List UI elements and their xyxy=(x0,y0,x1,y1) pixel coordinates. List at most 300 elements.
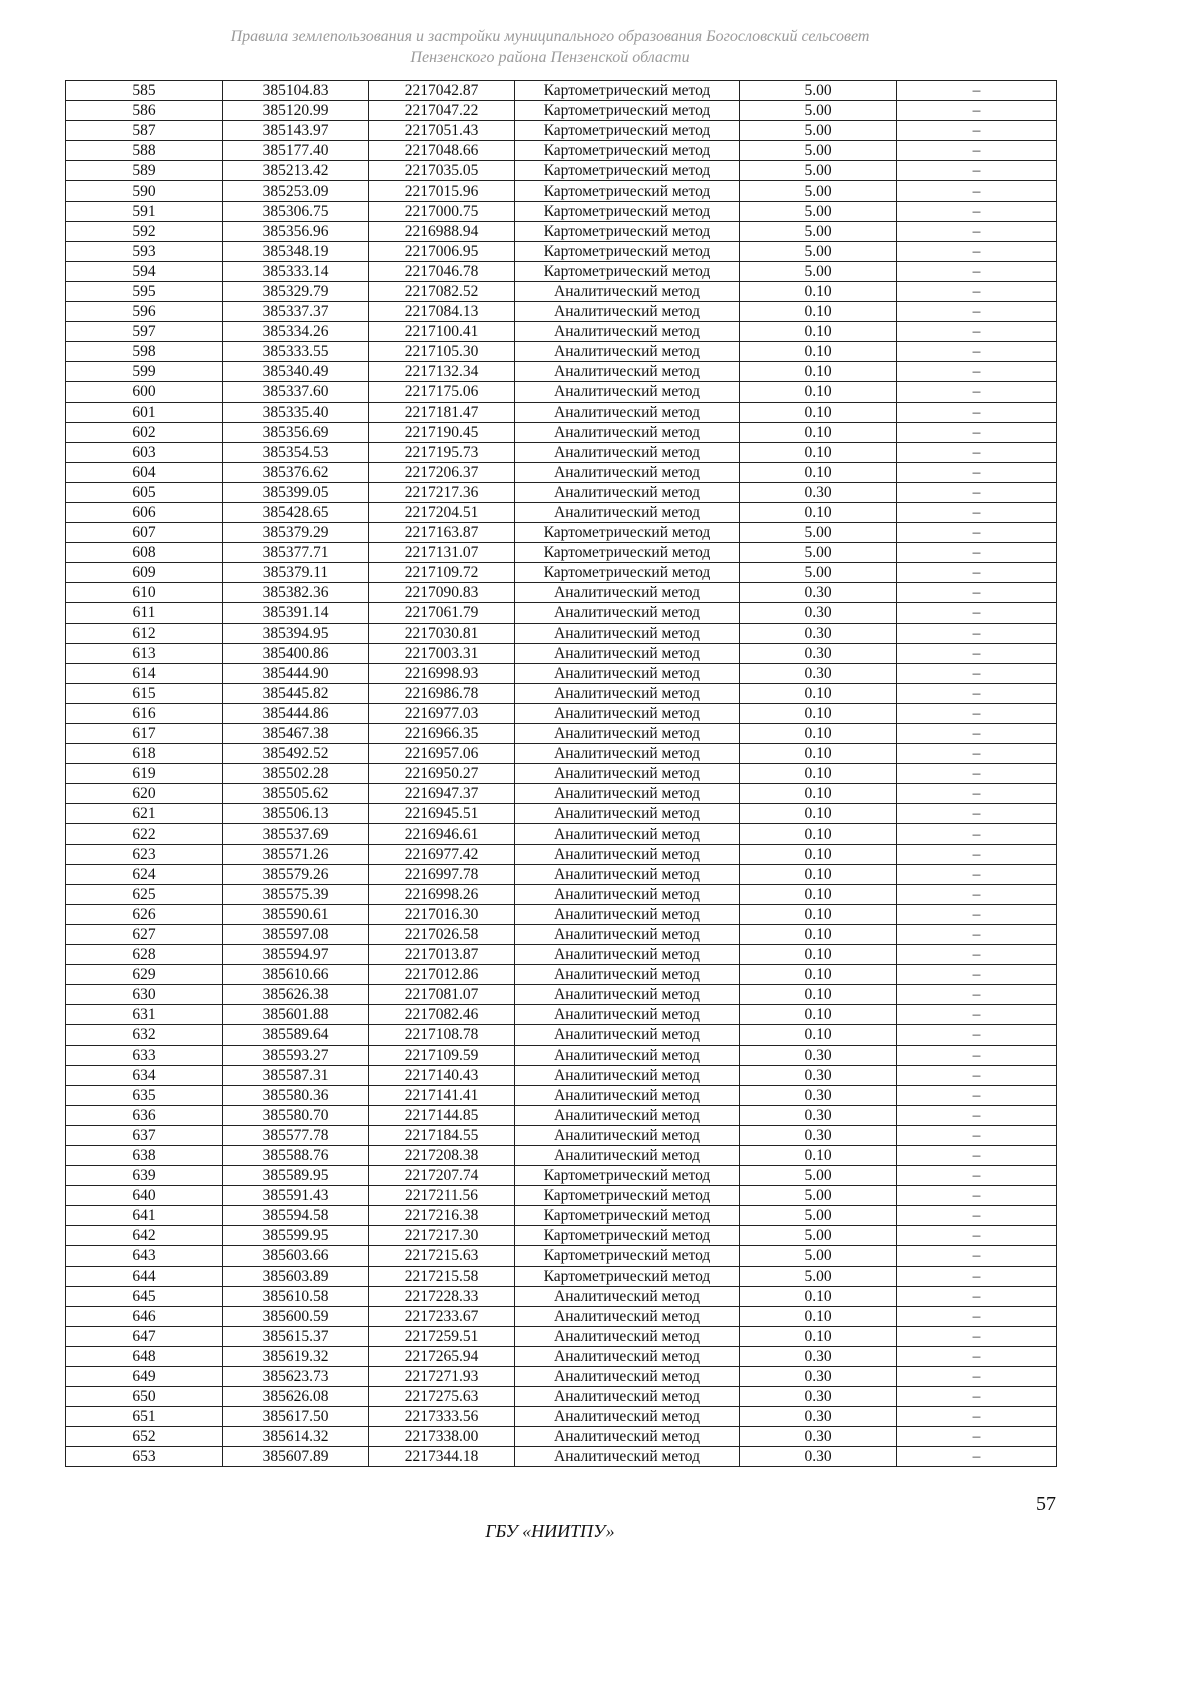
y-coordinate-cell: 2217144.85 xyxy=(369,1105,515,1125)
accuracy-cell: 5.00 xyxy=(740,81,897,101)
method-cell: Аналитический метод xyxy=(515,945,740,965)
description-cell: – xyxy=(897,402,1057,422)
description-cell: – xyxy=(897,1145,1057,1165)
method-cell: Картометрический метод xyxy=(515,241,740,261)
description-cell: – xyxy=(897,824,1057,844)
point-number-cell: 612 xyxy=(66,623,223,643)
accuracy-cell: 0.10 xyxy=(740,342,897,362)
point-number-cell: 618 xyxy=(66,744,223,764)
x-coordinate-cell: 385594.58 xyxy=(223,1206,369,1226)
x-coordinate-cell: 385333.14 xyxy=(223,261,369,281)
table-row xyxy=(66,864,1057,884)
document-header xyxy=(0,26,1100,68)
y-coordinate-cell: 2217090.83 xyxy=(369,583,515,603)
method-cell: Картометрический метод xyxy=(515,261,740,281)
x-coordinate-cell: 385334.26 xyxy=(223,322,369,342)
accuracy-cell: 0.30 xyxy=(740,1105,897,1125)
x-coordinate-cell: 385354.53 xyxy=(223,442,369,462)
table-row xyxy=(66,824,1057,844)
point-number-cell: 622 xyxy=(66,824,223,844)
description-cell: – xyxy=(897,1246,1057,1266)
table-row xyxy=(66,1085,1057,1105)
method-cell: Аналитический метод xyxy=(515,884,740,904)
description-cell: – xyxy=(897,1306,1057,1326)
y-coordinate-cell: 2217204.51 xyxy=(369,502,515,522)
description-cell: – xyxy=(897,1346,1057,1366)
x-coordinate-cell: 385597.08 xyxy=(223,924,369,944)
table-row xyxy=(66,1025,1057,1045)
accuracy-cell: 0.10 xyxy=(740,904,897,924)
method-cell: Аналитический метод xyxy=(515,1306,740,1326)
table-row xyxy=(66,1306,1057,1326)
point-number-cell: 653 xyxy=(66,1447,223,1467)
method-cell: Картометрический метод xyxy=(515,523,740,543)
description-cell: – xyxy=(897,221,1057,241)
accuracy-cell: 5.00 xyxy=(740,1206,897,1226)
accuracy-cell: 0.10 xyxy=(740,1326,897,1346)
method-cell: Аналитический метод xyxy=(515,623,740,643)
accuracy-cell: 0.30 xyxy=(740,643,897,663)
x-coordinate-cell: 385614.32 xyxy=(223,1427,369,1447)
description-cell: – xyxy=(897,563,1057,583)
x-coordinate-cell: 385445.82 xyxy=(223,683,369,703)
description-cell: – xyxy=(897,422,1057,442)
point-number-cell: 611 xyxy=(66,603,223,623)
table-row xyxy=(66,1005,1057,1025)
table-row xyxy=(66,884,1057,904)
table-row xyxy=(66,744,1057,764)
point-number-cell: 617 xyxy=(66,724,223,744)
y-coordinate-cell: 2217042.87 xyxy=(369,81,515,101)
method-cell: Аналитический метод xyxy=(515,603,740,623)
point-number-cell: 616 xyxy=(66,703,223,723)
y-coordinate-cell: 2217259.51 xyxy=(369,1326,515,1346)
method-cell: Аналитический метод xyxy=(515,322,740,342)
method-cell: Аналитический метод xyxy=(515,764,740,784)
accuracy-cell: 0.30 xyxy=(740,603,897,623)
table-row xyxy=(66,1326,1057,1346)
y-coordinate-cell: 2216957.06 xyxy=(369,744,515,764)
table-row xyxy=(66,1246,1057,1266)
point-number-cell: 604 xyxy=(66,462,223,482)
x-coordinate-cell: 385623.73 xyxy=(223,1367,369,1387)
point-number-cell: 607 xyxy=(66,523,223,543)
accuracy-cell: 0.10 xyxy=(740,1025,897,1045)
x-coordinate-cell: 385428.65 xyxy=(223,502,369,522)
point-number-cell: 596 xyxy=(66,302,223,322)
table-row xyxy=(66,1125,1057,1145)
method-cell: Аналитический метод xyxy=(515,804,740,824)
point-number-cell: 586 xyxy=(66,101,223,121)
accuracy-cell: 5.00 xyxy=(740,1266,897,1286)
point-number-cell: 637 xyxy=(66,1125,223,1145)
method-cell: Аналитический метод xyxy=(515,362,740,382)
method-cell: Аналитический метод xyxy=(515,643,740,663)
y-coordinate-cell: 2217013.87 xyxy=(369,945,515,965)
table-row xyxy=(66,322,1057,342)
x-coordinate-cell: 385377.71 xyxy=(223,543,369,563)
table-row xyxy=(66,844,1057,864)
description-cell: – xyxy=(897,442,1057,462)
description-cell: – xyxy=(897,703,1057,723)
x-coordinate-cell: 385400.86 xyxy=(223,643,369,663)
accuracy-cell: 0.30 xyxy=(740,1407,897,1427)
table-row xyxy=(66,442,1057,462)
accuracy-cell: 0.30 xyxy=(740,1427,897,1447)
table-row xyxy=(66,121,1057,141)
y-coordinate-cell: 2217338.00 xyxy=(369,1427,515,1447)
description-cell: – xyxy=(897,804,1057,824)
y-coordinate-cell: 2217016.30 xyxy=(369,904,515,924)
table-row xyxy=(66,81,1057,101)
description-cell: – xyxy=(897,864,1057,884)
x-coordinate-cell: 385376.62 xyxy=(223,462,369,482)
method-cell: Аналитический метод xyxy=(515,1326,740,1346)
y-coordinate-cell: 2216997.78 xyxy=(369,864,515,884)
table-row xyxy=(66,1427,1057,1447)
x-coordinate-cell: 385348.19 xyxy=(223,241,369,261)
description-cell: – xyxy=(897,81,1057,101)
method-cell: Картометрический метод xyxy=(515,81,740,101)
point-number-cell: 608 xyxy=(66,543,223,563)
y-coordinate-cell: 2217215.63 xyxy=(369,1246,515,1266)
description-cell: – xyxy=(897,583,1057,603)
table-row xyxy=(66,1407,1057,1427)
method-cell: Аналитический метод xyxy=(515,703,740,723)
table-row xyxy=(66,1045,1057,1065)
description-cell: – xyxy=(897,884,1057,904)
point-number-cell: 630 xyxy=(66,985,223,1005)
y-coordinate-cell: 2217207.74 xyxy=(369,1166,515,1186)
method-cell: Аналитический метод xyxy=(515,904,740,924)
table-row xyxy=(66,1206,1057,1226)
method-cell: Аналитический метод xyxy=(515,482,740,502)
method-cell: Картометрический метод xyxy=(515,563,740,583)
table-row xyxy=(66,201,1057,221)
description-cell: – xyxy=(897,1226,1057,1246)
method-cell: Картометрический метод xyxy=(515,1206,740,1226)
accuracy-cell: 0.10 xyxy=(740,824,897,844)
accuracy-cell: 0.10 xyxy=(740,703,897,723)
x-coordinate-cell: 385588.76 xyxy=(223,1145,369,1165)
description-cell: – xyxy=(897,1105,1057,1125)
x-coordinate-cell: 385580.36 xyxy=(223,1085,369,1105)
table-row xyxy=(66,181,1057,201)
point-number-cell: 646 xyxy=(66,1306,223,1326)
method-cell: Аналитический метод xyxy=(515,985,740,1005)
point-number-cell: 631 xyxy=(66,1005,223,1025)
x-coordinate-cell: 385626.08 xyxy=(223,1387,369,1407)
accuracy-cell: 0.10 xyxy=(740,1306,897,1326)
point-number-cell: 636 xyxy=(66,1105,223,1125)
point-number-cell: 605 xyxy=(66,482,223,502)
table-row xyxy=(66,462,1057,482)
y-coordinate-cell: 2217026.58 xyxy=(369,924,515,944)
table-row xyxy=(66,1226,1057,1246)
description-cell: – xyxy=(897,523,1057,543)
point-number-cell: 620 xyxy=(66,784,223,804)
accuracy-cell: 5.00 xyxy=(740,161,897,181)
accuracy-cell: 5.00 xyxy=(740,1186,897,1206)
point-number-cell: 614 xyxy=(66,663,223,683)
y-coordinate-cell: 2216977.42 xyxy=(369,844,515,864)
point-number-cell: 643 xyxy=(66,1246,223,1266)
method-cell: Аналитический метод xyxy=(515,1367,740,1387)
x-coordinate-cell: 385575.39 xyxy=(223,884,369,904)
x-coordinate-cell: 385213.42 xyxy=(223,161,369,181)
accuracy-cell: 0.10 xyxy=(740,744,897,764)
x-coordinate-cell: 385601.88 xyxy=(223,1005,369,1025)
method-cell: Картометрический метод xyxy=(515,1166,740,1186)
accuracy-cell: 0.10 xyxy=(740,724,897,744)
description-cell: – xyxy=(897,1286,1057,1306)
point-number-cell: 587 xyxy=(66,121,223,141)
table-row xyxy=(66,382,1057,402)
point-number-cell: 621 xyxy=(66,804,223,824)
y-coordinate-cell: 2217048.66 xyxy=(369,141,515,161)
method-cell: Аналитический метод xyxy=(515,1045,740,1065)
method-cell: Картометрический метод xyxy=(515,121,740,141)
method-cell: Картометрический метод xyxy=(515,1186,740,1206)
table-row xyxy=(66,1367,1057,1387)
y-coordinate-cell: 2216945.51 xyxy=(369,804,515,824)
y-coordinate-cell: 2217215.58 xyxy=(369,1266,515,1286)
description-cell: – xyxy=(897,965,1057,985)
x-coordinate-cell: 385492.52 xyxy=(223,744,369,764)
description-cell: – xyxy=(897,482,1057,502)
point-number-cell: 594 xyxy=(66,261,223,281)
y-coordinate-cell: 2217217.30 xyxy=(369,1226,515,1246)
accuracy-cell: 5.00 xyxy=(740,523,897,543)
x-coordinate-cell: 385603.66 xyxy=(223,1246,369,1266)
y-coordinate-cell: 2216966.35 xyxy=(369,724,515,744)
method-cell: Аналитический метод xyxy=(515,724,740,744)
x-coordinate-cell: 385382.36 xyxy=(223,583,369,603)
description-cell: – xyxy=(897,302,1057,322)
description-cell: – xyxy=(897,784,1057,804)
x-coordinate-cell: 385591.43 xyxy=(223,1186,369,1206)
method-cell: Картометрический метод xyxy=(515,181,740,201)
description-cell: – xyxy=(897,362,1057,382)
table-row xyxy=(66,583,1057,603)
table-row xyxy=(66,1145,1057,1165)
table-row xyxy=(66,904,1057,924)
description-cell: – xyxy=(897,1005,1057,1025)
x-coordinate-cell: 385394.95 xyxy=(223,623,369,643)
description-cell: – xyxy=(897,904,1057,924)
description-cell: – xyxy=(897,1326,1057,1346)
accuracy-cell: 5.00 xyxy=(740,141,897,161)
method-cell: Аналитический метод xyxy=(515,422,740,442)
x-coordinate-cell: 385577.78 xyxy=(223,1125,369,1145)
y-coordinate-cell: 2217163.87 xyxy=(369,523,515,543)
point-number-cell: 613 xyxy=(66,643,223,663)
point-number-cell: 589 xyxy=(66,161,223,181)
x-coordinate-cell: 385337.37 xyxy=(223,302,369,322)
y-coordinate-cell: 2216998.93 xyxy=(369,663,515,683)
point-number-cell: 628 xyxy=(66,945,223,965)
accuracy-cell: 5.00 xyxy=(740,1166,897,1186)
description-cell: – xyxy=(897,1186,1057,1206)
point-number-cell: 609 xyxy=(66,563,223,583)
method-cell: Аналитический метод xyxy=(515,965,740,985)
method-cell: Аналитический метод xyxy=(515,1427,740,1447)
point-number-cell: 644 xyxy=(66,1266,223,1286)
point-number-cell: 595 xyxy=(66,281,223,301)
table-row xyxy=(66,402,1057,422)
method-cell: Аналитический метод xyxy=(515,744,740,764)
table-row xyxy=(66,945,1057,965)
x-coordinate-cell: 385600.59 xyxy=(223,1306,369,1326)
table-row xyxy=(66,302,1057,322)
description-cell: – xyxy=(897,1125,1057,1145)
description-cell: – xyxy=(897,1387,1057,1407)
accuracy-cell: 0.10 xyxy=(740,864,897,884)
method-cell: Картометрический метод xyxy=(515,221,740,241)
point-number-cell: 590 xyxy=(66,181,223,201)
description-cell: – xyxy=(897,261,1057,281)
point-number-cell: 591 xyxy=(66,201,223,221)
accuracy-cell: 0.10 xyxy=(740,442,897,462)
description-cell: – xyxy=(897,1166,1057,1186)
table-row xyxy=(66,623,1057,643)
x-coordinate-cell: 385607.89 xyxy=(223,1447,369,1467)
accuracy-cell: 0.30 xyxy=(740,663,897,683)
x-coordinate-cell: 385333.55 xyxy=(223,342,369,362)
coordinates-table xyxy=(65,80,1057,1467)
header-line-1: Правила землепользования и застройки муниципального образования Богословский сельсовет xyxy=(230,28,870,45)
y-coordinate-cell: 2217190.45 xyxy=(369,422,515,442)
table-row xyxy=(66,221,1057,241)
description-cell: – xyxy=(897,181,1057,201)
method-cell: Аналитический метод xyxy=(515,1346,740,1366)
y-coordinate-cell: 2216947.37 xyxy=(369,784,515,804)
y-coordinate-cell: 2217100.41 xyxy=(369,322,515,342)
y-coordinate-cell: 2217082.52 xyxy=(369,281,515,301)
method-cell: Аналитический метод xyxy=(515,844,740,864)
y-coordinate-cell: 2217081.07 xyxy=(369,985,515,1005)
point-number-cell: 615 xyxy=(66,683,223,703)
x-coordinate-cell: 385356.69 xyxy=(223,422,369,442)
x-coordinate-cell: 385603.89 xyxy=(223,1266,369,1286)
accuracy-cell: 0.10 xyxy=(740,844,897,864)
x-coordinate-cell: 385587.31 xyxy=(223,1065,369,1085)
accuracy-cell: 0.10 xyxy=(740,804,897,824)
table-row xyxy=(66,703,1057,723)
y-coordinate-cell: 2217141.41 xyxy=(369,1085,515,1105)
table-row xyxy=(66,663,1057,683)
accuracy-cell: 0.10 xyxy=(740,1145,897,1165)
x-coordinate-cell: 385589.64 xyxy=(223,1025,369,1045)
accuracy-cell: 0.30 xyxy=(740,482,897,502)
table-row xyxy=(66,342,1057,362)
method-cell: Аналитический метод xyxy=(515,462,740,482)
table-row xyxy=(66,523,1057,543)
table-row xyxy=(66,603,1057,623)
description-cell: – xyxy=(897,241,1057,261)
description-cell: – xyxy=(897,322,1057,342)
y-coordinate-cell: 2217084.13 xyxy=(369,302,515,322)
description-cell: – xyxy=(897,764,1057,784)
x-coordinate-cell: 385104.83 xyxy=(223,81,369,101)
point-number-cell: 593 xyxy=(66,241,223,261)
point-number-cell: 603 xyxy=(66,442,223,462)
accuracy-cell: 0.10 xyxy=(740,924,897,944)
x-coordinate-cell: 385399.05 xyxy=(223,482,369,502)
method-cell: Аналитический метод xyxy=(515,1105,740,1125)
point-number-cell: 623 xyxy=(66,844,223,864)
method-cell: Аналитический метод xyxy=(515,663,740,683)
accuracy-cell: 5.00 xyxy=(740,121,897,141)
x-coordinate-cell: 385120.99 xyxy=(223,101,369,121)
description-cell: – xyxy=(897,502,1057,522)
x-coordinate-cell: 385467.38 xyxy=(223,724,369,744)
y-coordinate-cell: 2217003.31 xyxy=(369,643,515,663)
x-coordinate-cell: 385444.90 xyxy=(223,663,369,683)
table-row xyxy=(66,141,1057,161)
description-cell: – xyxy=(897,683,1057,703)
accuracy-cell: 0.10 xyxy=(740,402,897,422)
point-number-cell: 648 xyxy=(66,1346,223,1366)
method-cell: Аналитический метод xyxy=(515,683,740,703)
accuracy-cell: 5.00 xyxy=(740,101,897,121)
table-row xyxy=(66,543,1057,563)
point-number-cell: 650 xyxy=(66,1387,223,1407)
description-cell: – xyxy=(897,342,1057,362)
point-number-cell: 642 xyxy=(66,1226,223,1246)
y-coordinate-cell: 2217344.18 xyxy=(369,1447,515,1467)
method-cell: Аналитический метод xyxy=(515,1387,740,1407)
point-number-cell: 639 xyxy=(66,1166,223,1186)
table-row xyxy=(66,924,1057,944)
y-coordinate-cell: 2216986.78 xyxy=(369,683,515,703)
point-number-cell: 619 xyxy=(66,764,223,784)
point-number-cell: 600 xyxy=(66,382,223,402)
x-coordinate-cell: 385571.26 xyxy=(223,844,369,864)
y-coordinate-cell: 2217216.38 xyxy=(369,1206,515,1226)
y-coordinate-cell: 2217228.33 xyxy=(369,1286,515,1306)
x-coordinate-cell: 385337.60 xyxy=(223,382,369,402)
x-coordinate-cell: 385379.29 xyxy=(223,523,369,543)
accuracy-cell: 5.00 xyxy=(740,181,897,201)
accuracy-cell: 0.30 xyxy=(740,1085,897,1105)
x-coordinate-cell: 385340.49 xyxy=(223,362,369,382)
description-cell: – xyxy=(897,121,1057,141)
y-coordinate-cell: 2217217.36 xyxy=(369,482,515,502)
x-coordinate-cell: 385505.62 xyxy=(223,784,369,804)
table-body xyxy=(66,81,1057,1467)
method-cell: Аналитический метод xyxy=(515,1005,740,1025)
description-cell: – xyxy=(897,623,1057,643)
point-number-cell: 640 xyxy=(66,1186,223,1206)
method-cell: Аналитический метод xyxy=(515,281,740,301)
accuracy-cell: 0.30 xyxy=(740,1367,897,1387)
accuracy-cell: 0.10 xyxy=(740,502,897,522)
method-cell: Картометрический метод xyxy=(515,201,740,221)
x-coordinate-cell: 385444.86 xyxy=(223,703,369,723)
accuracy-cell: 0.30 xyxy=(740,623,897,643)
description-cell: – xyxy=(897,382,1057,402)
x-coordinate-cell: 385590.61 xyxy=(223,904,369,924)
description-cell: – xyxy=(897,543,1057,563)
y-coordinate-cell: 2217061.79 xyxy=(369,603,515,623)
table-row xyxy=(66,1065,1057,1085)
y-coordinate-cell: 2217132.34 xyxy=(369,362,515,382)
x-coordinate-cell: 385594.97 xyxy=(223,945,369,965)
table-row xyxy=(66,764,1057,784)
table-row xyxy=(66,985,1057,1005)
point-number-cell: 641 xyxy=(66,1206,223,1226)
